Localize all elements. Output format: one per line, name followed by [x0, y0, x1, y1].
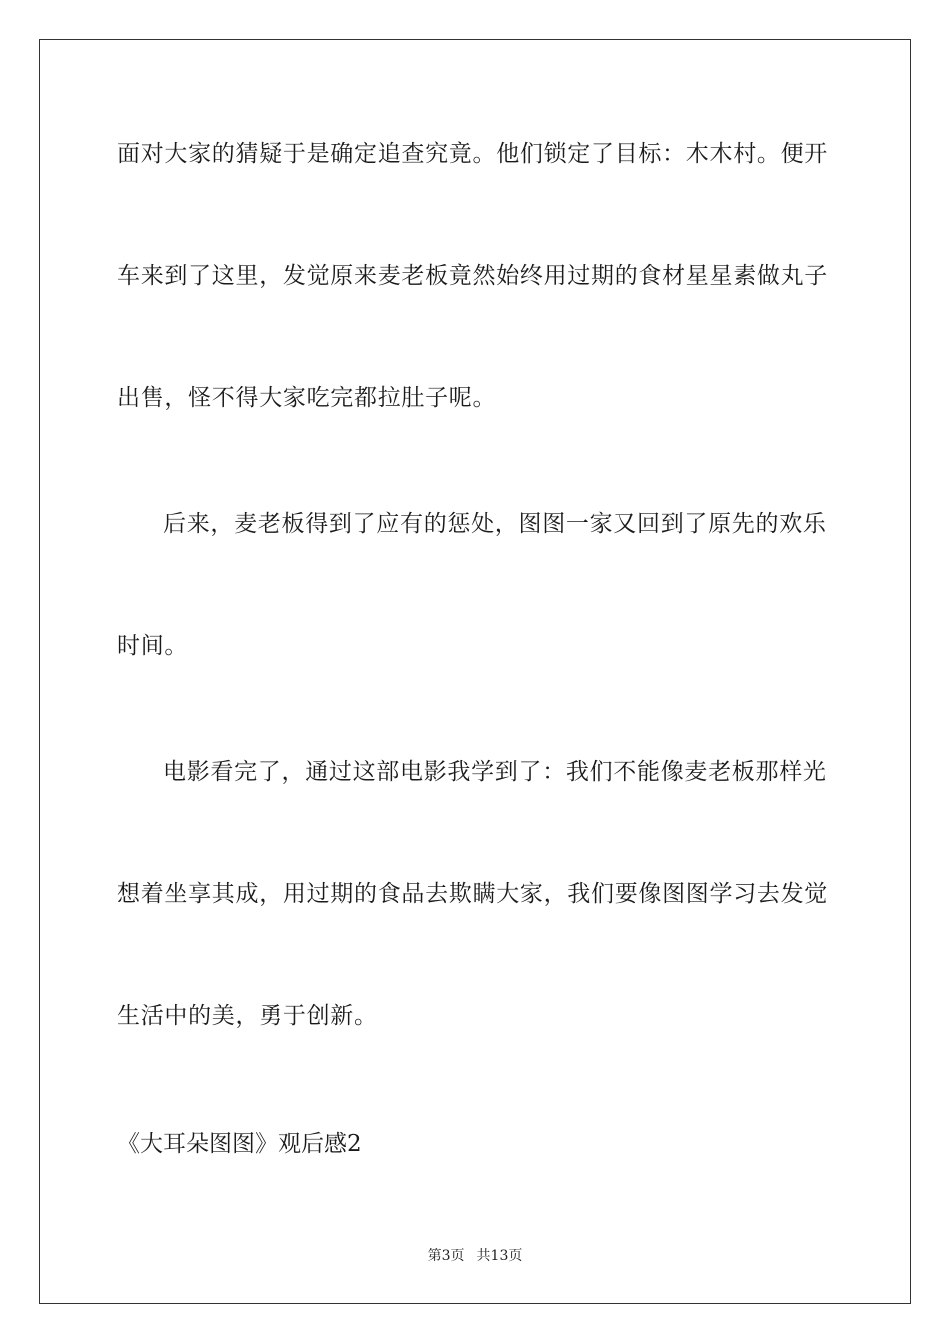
- paragraph-3-line-3: 生活中的美，勇于创新。: [117, 1003, 378, 1029]
- page-number: 第3页: [427, 1248, 465, 1264]
- section-heading: 《大耳朵图图》观后感2: [117, 1131, 362, 1157]
- paragraph-3-line-2: 想着坐享其成，用过期的食品去欺瞒大家，我们要像图图学习去发觉: [117, 881, 828, 907]
- paragraph-1-line-1: 面对大家的猜疑于是确定追查究竟。他们锁定了目标：木木村。便开: [117, 141, 828, 167]
- page-footer: [0, 1247, 950, 1265]
- paragraph-2-line-2: 时间。: [117, 633, 189, 659]
- paragraph-2-line-1: 后来，麦老板得到了应有的惩处，图图一家又回到了原先的欢乐: [163, 511, 827, 537]
- page-border: [39, 39, 911, 1304]
- paragraph-1-line-3: 出售，怪不得大家吃完都拉肚子呢。: [117, 385, 497, 411]
- paragraph-1-line-2: 车来到了这里，发觉原来麦老板竟然始终用过期的食材星星素做丸子: [117, 263, 828, 289]
- paragraph-3-line-1: 电影看完了，通过这部电影我学到了：我们不能像麦老板那样光: [163, 759, 827, 785]
- page-total: 共13页: [476, 1248, 523, 1264]
